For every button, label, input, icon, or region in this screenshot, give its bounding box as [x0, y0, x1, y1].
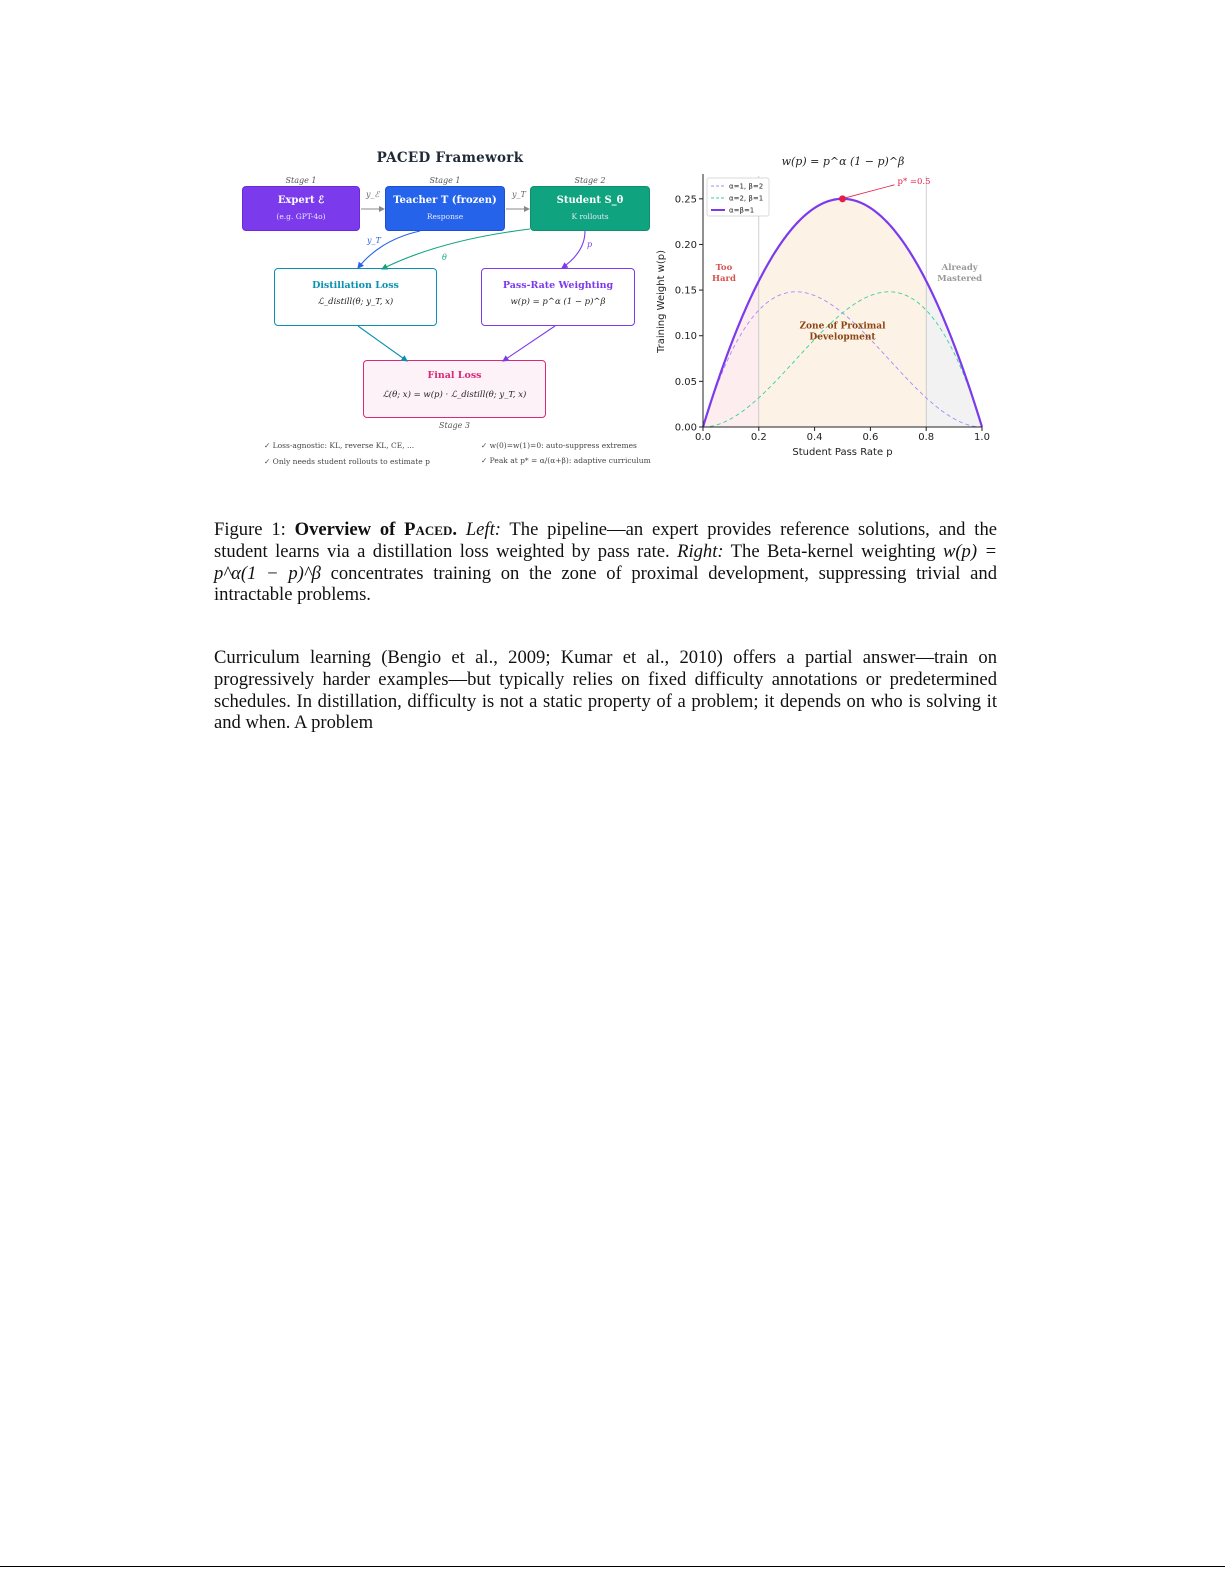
note-peak: ✓ Peak at p* = α/(α+β): adaptive curriculum [481, 456, 651, 465]
edge-label-yt: y_T [512, 190, 526, 199]
student-subtitle: K rollouts [571, 212, 609, 221]
diagram-arrows [230, 180, 670, 380]
expert-title: Expert ℰ [277, 195, 325, 206]
y-tick-label: 0.20 [674, 239, 697, 251]
caption-text2: The Beta-kernel weighting [723, 540, 943, 562]
caption-right: Right: [677, 540, 724, 562]
caption-bold: Overview of Paced. [294, 519, 458, 540]
x-tick-label: 0.6 [862, 432, 879, 443]
expert-stage-label: Stage 1 [285, 176, 317, 185]
y-axis-label: Training Weight w(p) [656, 250, 667, 353]
diagram-title: PACED Framework [376, 150, 524, 166]
edge-label-ye: y_ℰ [366, 190, 380, 199]
caption-left: Left: [465, 519, 501, 540]
x-tick-label: 0.0 [695, 432, 711, 443]
y-tick-label: 0.00 [674, 422, 697, 434]
peak-label: p* =0.5 [897, 176, 931, 187]
x-tick-label: 0.2 [750, 432, 767, 443]
x-tick-label: 1.0 [974, 432, 990, 443]
weighting-chart [650, 148, 1000, 463]
region-label: Hard [711, 274, 736, 285]
y-tick-label: 0.25 [674, 194, 697, 206]
note-suppress: ✓ w(0)=w(1)=0: auto-suppress extremes [481, 441, 637, 450]
peak-pointer [846, 185, 895, 198]
x-tick-label: 0.8 [918, 432, 935, 443]
legend-label: α=2, β=1 [729, 194, 764, 203]
x-axis-label: Student Pass Rate p [792, 447, 893, 458]
legend-label: α=β=1 [729, 206, 755, 215]
caption-formula: w(p) = p^α(1 − p)^β [214, 540, 997, 584]
student-title: Student S_θ [556, 195, 624, 206]
teacher-stage-label: Stage 1 [429, 176, 461, 185]
legend-label: α=1, β=2 [729, 182, 764, 191]
teacher-subtitle: Response [426, 212, 464, 221]
x-tick-label: 0.4 [806, 432, 823, 443]
final-formula: ℒ(θ; x) = w(p) · ℒ_distill(θ; y_T, x) [382, 390, 527, 400]
arrow-student-weighting [562, 231, 585, 268]
weighting-formula: w(p) = p^α (1 − p)^β [510, 297, 606, 307]
teacher-title: Teacher T (frozen) [393, 195, 497, 206]
region-label: Development [809, 332, 876, 343]
region-label: Mastered [937, 274, 983, 285]
caption-text1: The pipeline—an expert provides reference solutions, and the student learns via a distillation loss weighted by pass rate. [214, 519, 997, 562]
edge-label-p: p [587, 240, 593, 249]
edge-label-theta: θ [442, 253, 447, 262]
arrow-weighting-final [503, 326, 555, 361]
y-tick-label: 0.15 [674, 285, 697, 297]
region-label: Too [715, 263, 733, 274]
y-tick-label: 0.05 [674, 376, 697, 388]
student-stage-label: Stage 2 [574, 176, 606, 185]
final-stage-label: Stage 3 [439, 421, 470, 430]
note-loss-agnostic: ✓ Loss-agnostic: KL, reverse KL, CE, ... [264, 441, 415, 450]
expert-subtitle: (e.g. GPT-4o) [276, 212, 326, 221]
weighting-title: Pass-Rate Weighting [502, 280, 614, 291]
caption-label: Figure 1: [214, 519, 286, 540]
chart-title: w(p) = p^α (1 − p)^β [781, 155, 905, 168]
peak-marker [839, 195, 846, 202]
y-tick-label: 0.10 [674, 331, 697, 343]
figure-caption [214, 519, 997, 606]
body-paragraph: Curriculum learning (Bengio et al., 2009; Kumar et al., 2010) offers a partial answer—train on progressively harder examples—but typically relies on fixed difficulty annotations or predetermined schedules. In distillation, difficulty is not a static property of a problem; it depends on who is solving it and when. A problem [214, 647, 997, 734]
page-rule [0, 1566, 1225, 1567]
arrow-distill-final [358, 326, 407, 361]
region-label: Zone of Proximal [799, 321, 886, 332]
edge-label-yt-distill: y_T [367, 236, 381, 245]
final-title: Final Loss [427, 370, 482, 381]
note-rollouts: ✓ Only needs student rollouts to estimate p [264, 457, 430, 466]
distill-formula: ℒ_distill(θ; y_T, x) [317, 297, 394, 307]
caption-text3: concentrates training on the zone of proximal development, suppressing trivial and intractable problems. [214, 562, 998, 606]
distill-title: Distillation Loss [312, 280, 399, 291]
region-label: Already [941, 263, 978, 274]
